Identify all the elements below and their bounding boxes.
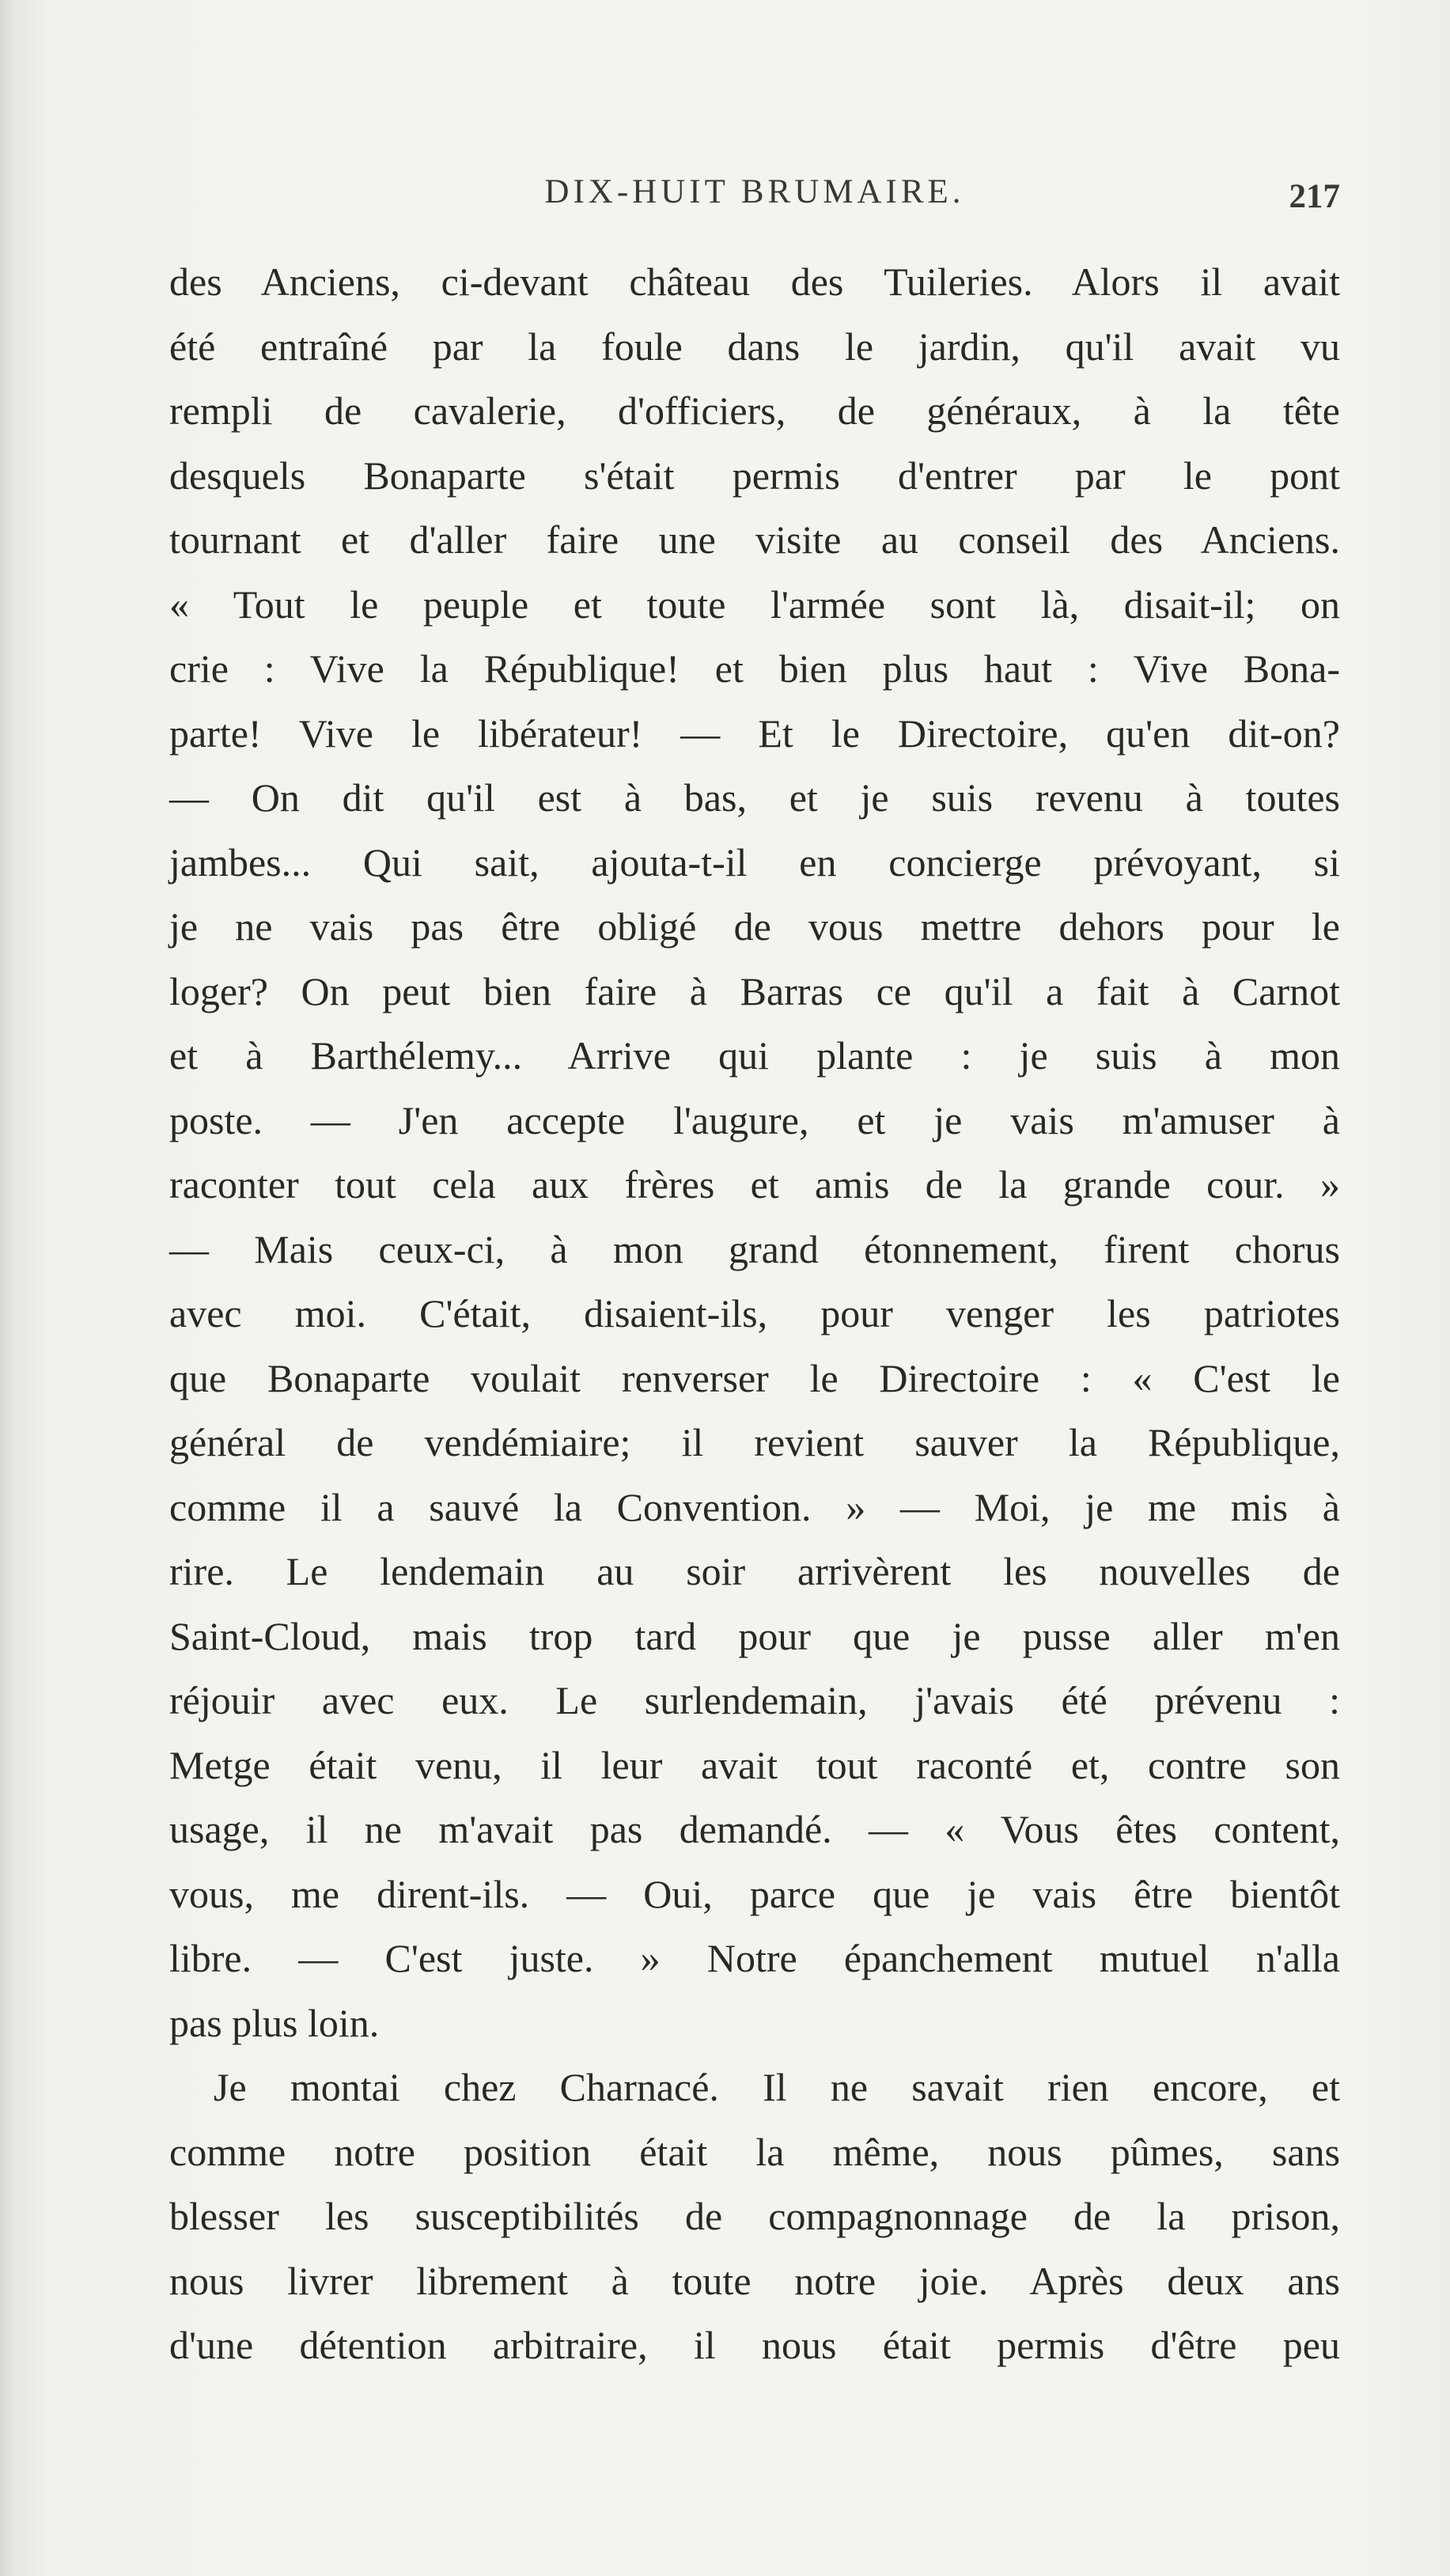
text-line: réjouir avec eux. Le surlendemain, j'avais été prévenu : — [169, 1678, 1340, 1722]
text-line: — On dit qu'il est à bas, et je suis revenu à toutes — [169, 775, 1340, 820]
text-line: Saint-Cloud, mais trop tard pour que je pusse aller m'en — [169, 1613, 1340, 1658]
page-header — [169, 172, 1340, 220]
text-line: raconter tout cela aux frères et amis de la grande cour. » — [169, 1162, 1340, 1207]
text-line: libre. — C'est juste. » Notre épanchement mutuel n'alla — [169, 1936, 1340, 1980]
text-line: vous, me dirent-ils. — Oui, parce que je vais être bientôt — [169, 1871, 1340, 1916]
text-line: rire. Le lendemain au soir arrivèrent les nouvelles de — [169, 1549, 1340, 1593]
paragraph — [169, 2055, 1340, 2378]
text-line: Je montai chez Charnacé. Il ne savait rien encore, et — [214, 2065, 1340, 2109]
text-line: nous livrer librement à toute notre joie. Après deux ans — [169, 2258, 1340, 2303]
text-line: desquels Bonaparte s'était permis d'entrer par le pont — [169, 453, 1340, 498]
text-line: parte! Vive le libérateur! — Et le Directoire, qu'en dit-on? — [169, 710, 1340, 756]
text-line: — Mais ceux-ci, à mon grand étonnement, firent chorus — [169, 1226, 1340, 1271]
text-line: été entraîné par la foule dans le jardin, qu'il avait vu — [169, 324, 1340, 369]
text-line: comme notre position était la même, nous pûmes, sans — [169, 2129, 1340, 2174]
text-line: loger? On peut bien faire à Barras ce qu'il a fait à Carnot — [169, 968, 1340, 1013]
text-line: des Anciens, ci-devant château des Tuileries. Alors il avait — [169, 259, 1340, 304]
text-line: comme il a sauvé la Convention. » — Moi, je me mis à — [169, 1484, 1340, 1529]
body-text — [169, 250, 1340, 2378]
text-line: « Tout le peuple et toute l'armée sont là, disait-il; on — [169, 581, 1340, 627]
text-line: jambes... Qui sait, ajouta-t-il en concierge prévoyant, si — [169, 839, 1340, 885]
text-line: général de vendémiaire; il revient sauver la République, — [169, 1420, 1340, 1464]
text-line: je ne vais pas être obligé de vous mettre dehors pour le — [169, 904, 1340, 949]
text-line: poste. — J'en accepte l'augure, et je vais m'amuser à — [169, 1097, 1340, 1142]
text-line: d'une détention arbitraire, il nous était permis d'être peu — [169, 2323, 1340, 2367]
page-edge-shadow — [0, 0, 17, 2576]
page-number: 217 — [1289, 178, 1340, 215]
text-line: et à Barthélemy... Arrive qui plante : je suis à mon — [169, 1033, 1340, 1078]
text-line: tournant et d'aller faire une visite au conseil des Anciens. — [169, 517, 1340, 562]
text-line: crie : Vive la République! et bien plus haut : Vive Bona- — [169, 646, 1340, 691]
text-line: avec moi. C'était, disaient-ils, pour venger les patriotes — [169, 1291, 1340, 1335]
text-line: rempli de cavalerie, d'officiers, de généraux, à la tête — [169, 388, 1340, 433]
text-line: usage, il ne m'avait pas demandé. — « Vous êtes content, — [169, 1807, 1340, 1851]
text-line: blesser les susceptibilités de compagnonnage de la prison, — [169, 2194, 1340, 2238]
text-line: Metge était venu, il leur avait tout raconté et, contre son — [169, 1742, 1340, 1787]
text-line: que Bonaparte voulait renverser le Directoire : « C'est le — [169, 1355, 1340, 1400]
running-title: DIX-HUIT BRUMAIRE. — [544, 173, 965, 210]
paragraph — [169, 250, 1340, 2055]
text-line: pas plus loin. — [169, 2000, 380, 2045]
